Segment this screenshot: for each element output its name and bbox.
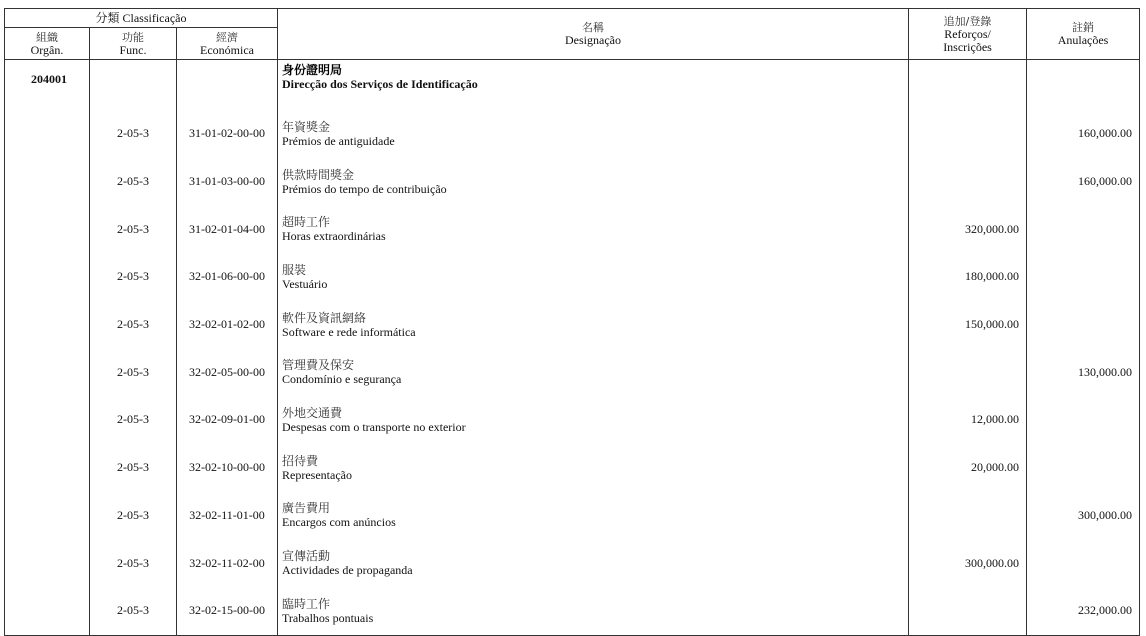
table-row (5, 587, 1140, 635)
row-reforcos-amount: 150,000.00 (909, 301, 1027, 349)
row-reforcos-amount (909, 348, 1027, 396)
row-func-code: 2-05-3 (90, 110, 177, 158)
row-reforcos-amount (909, 492, 1027, 540)
table-row (5, 444, 1140, 492)
row-econ-code: 32-02-09-01-00 (177, 396, 278, 444)
classification-header: 分類 Classificação (5, 9, 278, 28)
row-designation-pt: Despesas com o transporte no exterior (282, 419, 466, 434)
row-econ-code: 32-02-11-01-00 (177, 492, 278, 540)
row-econ-code: 31-01-03-00-00 (177, 158, 278, 206)
row-designation-pt: Vestuário (282, 276, 328, 291)
agency-name-pt: Direcção dos Serviços de Identificação (282, 77, 478, 91)
agency-econ-cell (177, 60, 278, 111)
anulacoes-header-zh: 註銷 (1072, 21, 1095, 34)
economic-header (177, 28, 278, 60)
row-designation (278, 396, 909, 444)
row-designation-zh: 年資獎金 (282, 119, 331, 134)
row-anulacoes-amount: 160,000.00 (1027, 110, 1140, 158)
anulacoes-header (1027, 9, 1140, 60)
row-designation-zh: 宣傳活動 (282, 549, 331, 564)
row-designation (278, 301, 909, 349)
reforcos-header-pt: Reforços/ Inscrições (943, 26, 992, 54)
row-anulacoes-amount (1027, 444, 1140, 492)
row-reforcos-amount: 300,000.00 (909, 539, 1027, 587)
row-designation-zh: 超時工作 (282, 215, 331, 230)
agency-reforcos-cell (909, 60, 1027, 111)
row-organic-cell (5, 348, 90, 396)
row-designation (278, 110, 909, 158)
row-designation-pt: Trabalhos pontuais (282, 610, 374, 625)
budget-table (4, 8, 1140, 636)
row-organic-cell (5, 396, 90, 444)
row-func-code: 2-05-3 (90, 396, 177, 444)
row-designation-zh: 廣告費用 (282, 501, 331, 516)
agency-row (5, 60, 1140, 111)
row-organic-cell (5, 301, 90, 349)
row-designation-zh: 招待費 (282, 453, 319, 468)
table-row (5, 110, 1140, 158)
row-designation-pt: Prémios de antiguidade (282, 133, 395, 148)
row-reforcos-amount: 180,000.00 (909, 253, 1027, 301)
row-econ-code: 32-02-01-02-00 (177, 301, 278, 349)
table-body (5, 60, 1140, 636)
row-designation-pt: Prémios do tempo de contribuição (282, 181, 447, 196)
row-anulacoes-amount: 130,000.00 (1027, 348, 1140, 396)
row-func-code: 2-05-3 (90, 158, 177, 206)
agency-name (278, 60, 909, 111)
row-designation-pt: Horas extraordinárias (282, 229, 386, 244)
row-designation (278, 205, 909, 253)
row-anulacoes-amount (1027, 396, 1140, 444)
row-designation-zh: 服裝 (282, 262, 307, 277)
table-row (5, 158, 1140, 206)
functional-header (90, 28, 177, 60)
row-func-code: 2-05-3 (90, 253, 177, 301)
row-anulacoes-amount (1027, 205, 1140, 253)
organic-header-pt: Orgân. (30, 42, 64, 57)
row-econ-code: 32-01-06-00-00 (177, 253, 278, 301)
row-designation-zh: 供款時間獎金 (282, 167, 355, 182)
organic-header-zh: 組織 (36, 30, 58, 44)
table-row (5, 348, 1140, 396)
row-designation (278, 539, 909, 587)
table-row (5, 492, 1140, 540)
agency-name-zh: 身份證明局 (282, 63, 343, 77)
functional-header-zh: 功能 (122, 30, 144, 44)
row-organic-cell (5, 158, 90, 206)
row-designation-zh: 外地交通費 (282, 405, 343, 420)
row-reforcos-amount (909, 110, 1027, 158)
row-anulacoes-amount (1027, 539, 1140, 587)
row-reforcos-amount: 20,000.00 (909, 444, 1027, 492)
row-organic-cell (5, 492, 90, 540)
row-func-code: 2-05-3 (90, 301, 177, 349)
row-anulacoes-amount: 300,000.00 (1027, 492, 1140, 540)
reforcos-header-zh: 追加/登錄 (943, 14, 992, 28)
row-designation-pt: Representação (282, 467, 352, 482)
row-designation (278, 253, 909, 301)
row-designation (278, 348, 909, 396)
functional-header-pt: Func. (119, 42, 147, 57)
row-func-code: 2-05-3 (90, 587, 177, 635)
row-organic-cell (5, 444, 90, 492)
designation-header-pt: Designação (565, 33, 621, 47)
organic-header (5, 28, 90, 60)
row-designation-pt: Actividades de propaganda (282, 563, 413, 578)
economic-header-pt: Económica (200, 42, 254, 57)
row-anulacoes-amount: 160,000.00 (1027, 158, 1140, 206)
row-organic-cell (5, 587, 90, 635)
row-designation (278, 158, 909, 206)
row-designation-zh: 管理費及保安 (282, 358, 355, 373)
row-reforcos-amount (909, 587, 1027, 635)
table-header (5, 9, 1140, 60)
row-func-code: 2-05-3 (90, 492, 177, 540)
row-designation-zh: 臨時工作 (282, 596, 331, 611)
row-reforcos-amount (909, 158, 1027, 206)
agency-func-cell (90, 60, 177, 111)
row-anulacoes-amount (1027, 301, 1140, 349)
agency-anulacoes-cell (1027, 60, 1140, 111)
row-designation (278, 587, 909, 635)
row-designation (278, 492, 909, 540)
row-reforcos-amount: 320,000.00 (909, 205, 1027, 253)
row-anulacoes-amount (1027, 253, 1140, 301)
table-row (5, 396, 1140, 444)
table-row (5, 301, 1140, 349)
row-func-code: 2-05-3 (90, 348, 177, 396)
row-designation-pt: Condomínio e segurança (282, 372, 402, 387)
table-row (5, 539, 1140, 587)
row-econ-code: 31-01-02-00-00 (177, 110, 278, 158)
row-func-code: 2-05-3 (90, 205, 177, 253)
economic-header-zh: 經濟 (216, 30, 238, 44)
row-func-code: 2-05-3 (90, 539, 177, 587)
reforcos-header (909, 9, 1027, 60)
row-designation (278, 444, 909, 492)
row-anulacoes-amount: 232,000.00 (1027, 587, 1140, 635)
row-designation-pt: Encargos com anúncios (282, 515, 396, 530)
row-designation-pt: Software e rede informática (282, 324, 416, 339)
row-econ-code: 32-02-05-00-00 (177, 348, 278, 396)
table-row (5, 205, 1140, 253)
row-organic-cell (5, 110, 90, 158)
row-designation-zh: 軟件及資訊網絡 (282, 310, 367, 325)
agency-code: 204001 (5, 60, 90, 111)
row-reforcos-amount: 12,000.00 (909, 396, 1027, 444)
row-econ-code: 31-02-01-04-00 (177, 205, 278, 253)
row-econ-code: 32-02-15-00-00 (177, 587, 278, 635)
table-row (5, 253, 1140, 301)
row-econ-code: 32-02-11-02-00 (177, 539, 278, 587)
row-organic-cell (5, 205, 90, 253)
row-organic-cell (5, 253, 90, 301)
row-econ-code: 32-02-10-00-00 (177, 444, 278, 492)
designation-header-zh: 名稱 (582, 21, 605, 34)
designation-header (278, 9, 909, 60)
row-func-code: 2-05-3 (90, 444, 177, 492)
row-organic-cell (5, 539, 90, 587)
anulacoes-header-pt: Anulações (1057, 33, 1109, 47)
